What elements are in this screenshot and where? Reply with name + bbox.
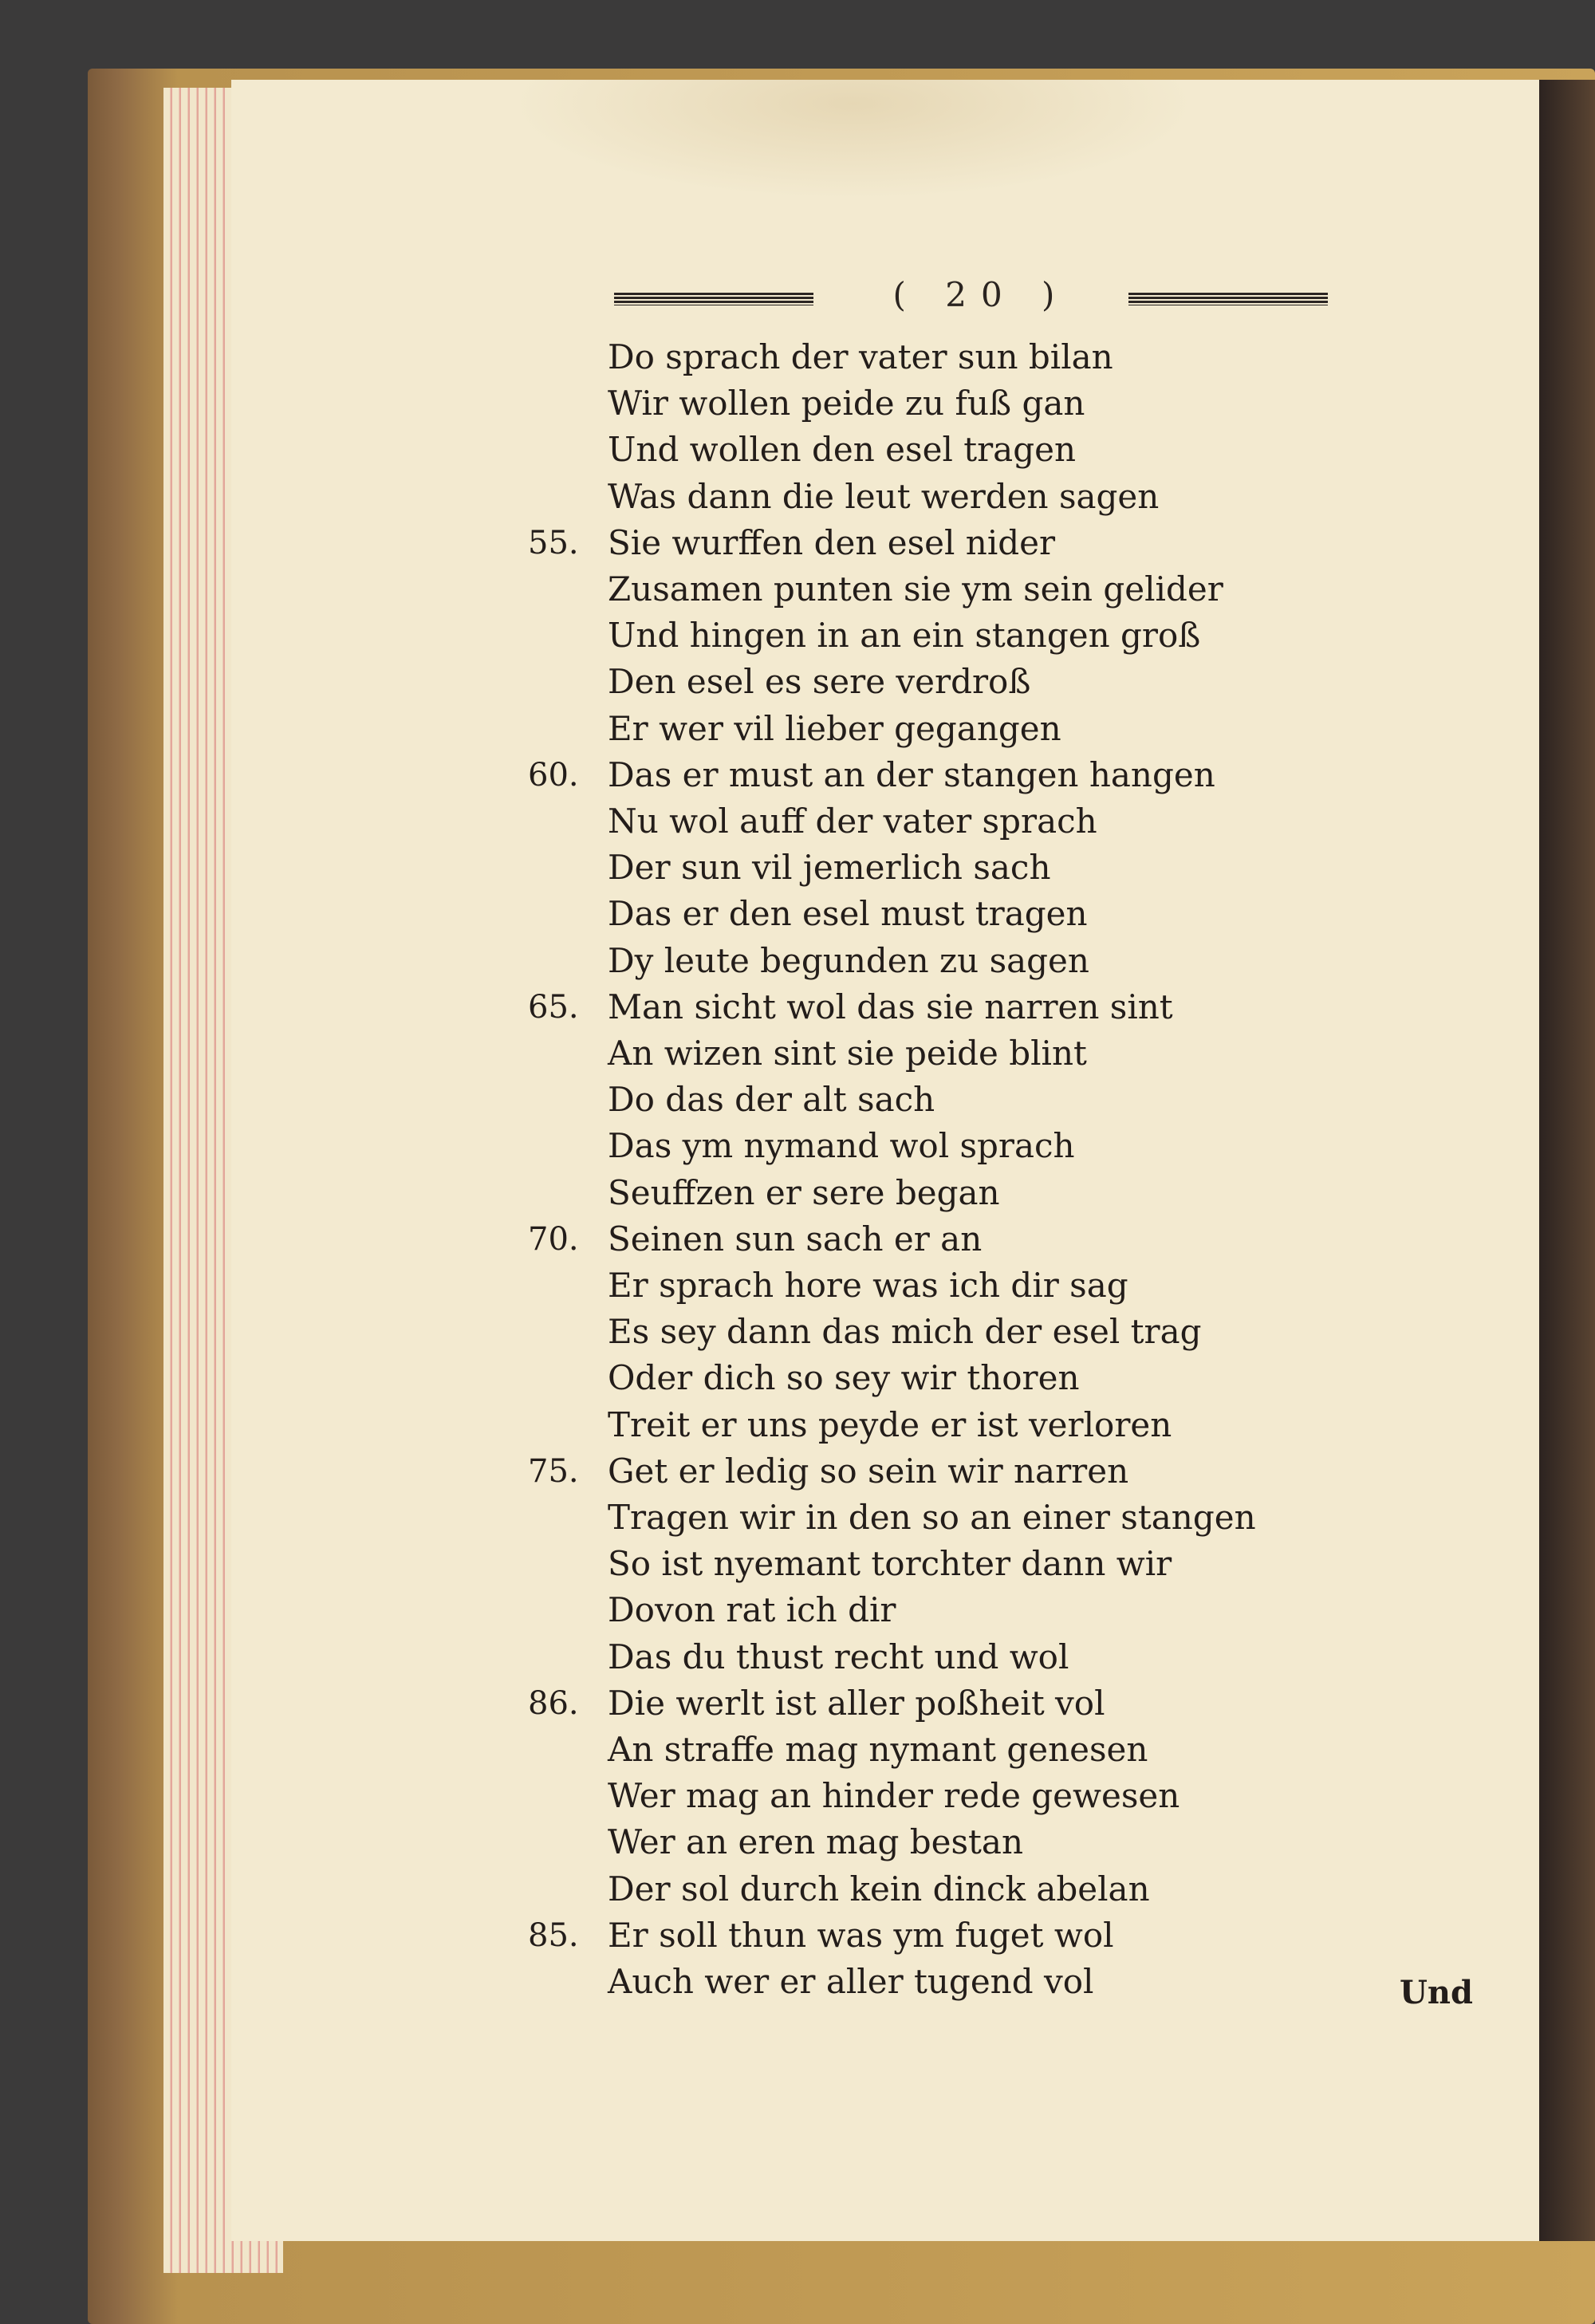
page-number: ( 20 ) <box>892 275 1069 314</box>
page-header <box>614 275 1332 323</box>
verse-line: Er soll thun was ym fuget wol <box>608 1915 1114 1955</box>
verse-line: Seinen sun sach er an <box>608 1219 983 1259</box>
verse-line: Get er ledig so sein wir narren <box>608 1451 1129 1491</box>
verse-line: Do sprach der vater sun bilan <box>608 337 1113 376</box>
verse-line: Wer an eren mag bestan <box>608 1822 1024 1862</box>
line-number: 55. <box>528 524 579 561</box>
verse-line: Es sey dann das mich der esel trag <box>608 1312 1202 1352</box>
verse-line: An wizen sint sie peide blint <box>608 1034 1087 1073</box>
verse-line: Der sol durch kein dinck abelan <box>608 1869 1150 1908</box>
water-stain <box>510 80 1196 199</box>
verse-line: Wir wollen peide zu fuß gan <box>608 384 1085 423</box>
verse-line: Die werlt ist aller poßheit vol <box>608 1683 1105 1723</box>
line-number: 85. <box>528 1916 579 1954</box>
verse-line: Wer mag an hinder rede gewesen <box>608 1776 1180 1816</box>
verse-line: Den esel es sere verdroß <box>608 662 1031 702</box>
verse-line: Man sicht wol das sie narren sint <box>608 987 1173 1026</box>
verse-line: Das du thust recht und wol <box>608 1637 1069 1676</box>
page-gutter <box>1539 80 1595 2241</box>
verse-line: Er sprach hore was ich dir sag <box>608 1266 1128 1305</box>
verse-line: Oder dich so sey wir thoren <box>608 1358 1080 1398</box>
verse-line: So ist nyemant torchter dann wir <box>608 1544 1172 1584</box>
line-number: 60. <box>528 756 579 794</box>
verse-line: Auch wer er aller tugend vol <box>608 1962 1094 2001</box>
verse-line: Nu wol auff der vater sprach <box>608 802 1097 841</box>
verse-line: Der sun vil jemerlich sach <box>608 848 1051 888</box>
verse-line: Das er den esel must tragen <box>608 894 1088 934</box>
verse-line: Und wollen den esel tragen <box>608 430 1077 470</box>
verse-line: An straffe mag nymant genesen <box>608 1730 1148 1769</box>
verse-line: Sie wurffen den esel nider <box>608 522 1056 562</box>
verse-line: Er wer vil lieber gegangen <box>608 708 1061 748</box>
verse-line: Und hingen in an ein stangen groß <box>608 616 1201 656</box>
verse-line: Tragen wir in den so an einer stangen <box>608 1498 1256 1537</box>
line-number: 75. <box>528 1452 579 1490</box>
verse-line: Treit er uns peyde er ist verloren <box>608 1404 1172 1444</box>
verse-line: Do das der alt sach <box>608 1080 935 1120</box>
line-number: 86. <box>528 1684 579 1722</box>
header-rule-left <box>614 293 813 305</box>
verse-line: Das ym nymand wol sprach <box>608 1126 1075 1166</box>
verse-line: Dovon rat ich dir <box>608 1590 896 1630</box>
verse-line: Dy leute begunden zu sagen <box>608 940 1089 980</box>
line-number: 70. <box>528 1220 579 1258</box>
line-number: 65. <box>528 988 579 1026</box>
verse-line: Zusamen punten sie ym sein gelider <box>608 569 1223 609</box>
verse-line: Das er must an der stangen hangen <box>608 754 1215 794</box>
header-rule-right <box>1128 293 1328 305</box>
catchword: Und <box>1400 1974 1473 2011</box>
verse-line: Seuffzen er sere began <box>608 1172 1000 1212</box>
verse-line: Was dann die leut werden sagen <box>608 476 1160 516</box>
